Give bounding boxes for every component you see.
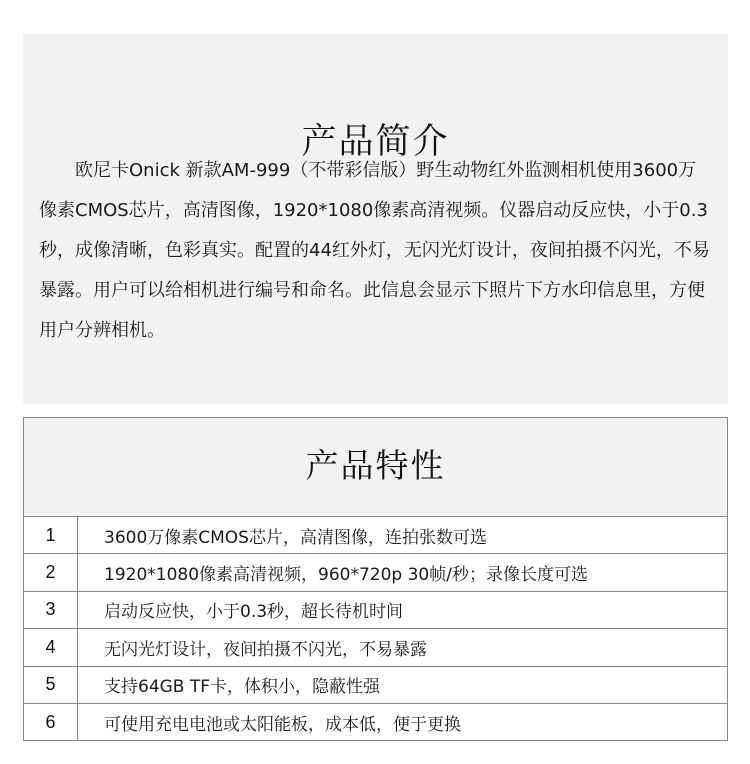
row-number: 6 (24, 704, 78, 741)
row-text: 启动反应快，小于0.3秒，超长待机时间 (104, 602, 404, 623)
features-header (24, 418, 727, 517)
row-text: 3600万像素CMOS芯片，高清图像，连拍张数可选 (104, 527, 487, 548)
row-text: 1920*1080像素高清视频，960*720p 30帧/秒；录像长度可选 (104, 565, 588, 586)
row-text: 无闪光灯设计，夜间拍摄不闪光，不易暴露 (104, 639, 427, 660)
row-number: 4 (24, 629, 78, 665)
row-number: 5 (24, 667, 78, 703)
product-features-table (23, 417, 728, 741)
row-number: 2 (24, 554, 78, 590)
features-rows (24, 517, 727, 741)
table-row (24, 629, 727, 666)
table-row (24, 704, 727, 741)
table-row (24, 517, 727, 554)
row-text: 支持64GB TF卡，体积小，隐蔽性强 (104, 677, 381, 698)
row-text: 可使用充电电池或太阳能板，成本低，便于更换 (104, 715, 461, 736)
row-number: 3 (24, 592, 78, 628)
features-title: 产品特性 (305, 446, 446, 485)
table-row (24, 554, 727, 591)
table-row (24, 592, 727, 629)
intro-paragraph: 欧尼卡Onick 新款AM-999（不带彩信版）野生动物红外监测相机使用3600万像素CMOS芯片，高清图像，1920*1080像素高清视频。仪器启动反应快，小于0.3秒，成像清晰，色彩真实。配置的44红外灯，无闪光灯设计，夜间拍摄不闪光，不易暴露。用户可以给相机进行编号和命名。此信息会显示下照片下方水印信息里，方便用户分辨相机。 (39, 160, 710, 341)
product-intro-section (23, 34, 728, 404)
intro-title: 产品简介 (301, 122, 450, 162)
table-row (24, 667, 727, 704)
row-number: 1 (24, 517, 78, 553)
